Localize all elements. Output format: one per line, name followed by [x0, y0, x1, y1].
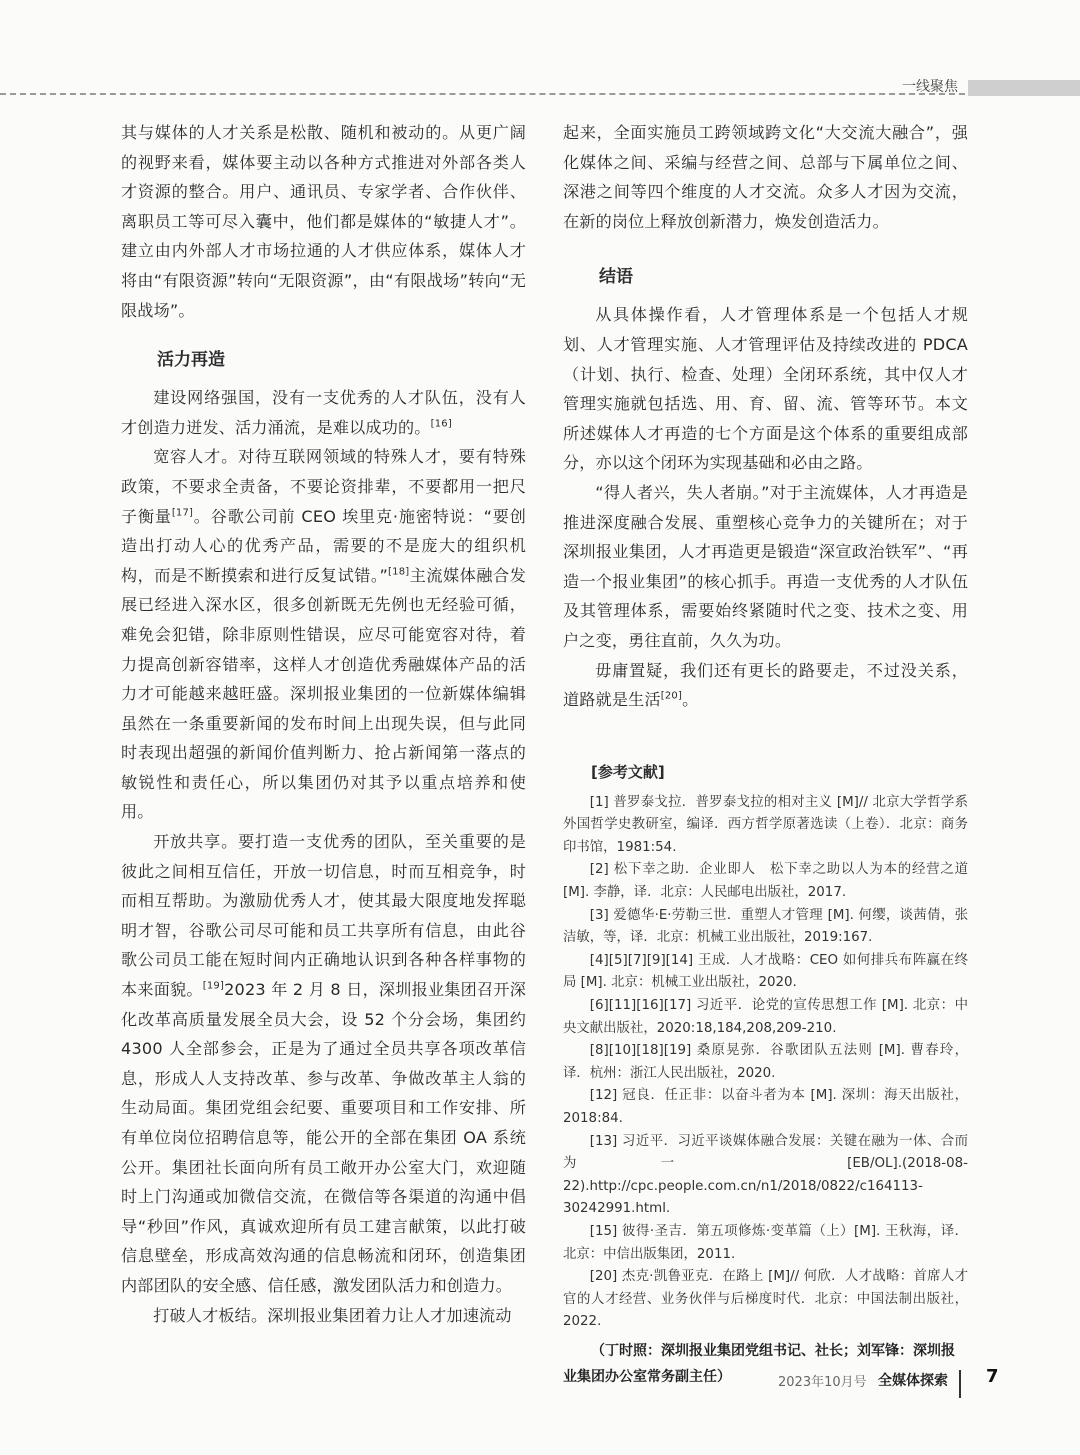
paragraph: 从具体操作看，人才管理体系是一个包括人才规划、人才管理实施、人才管理评估及持续改进的 PDCA（计划、执行、检查、处理）全闭环系统，其中仅人才管理实施就包括选、用、育、留、流、管等环节。本文所述媒体人才再造的七个方面是这个体系的重要组成部分，亦以这个闭环为实现基础和必由之路。	[563, 305, 968, 473]
citation: [16]	[430, 418, 452, 430]
reference-item: [1] 普罗泰戈拉．普罗泰戈拉的相对主义 [M]// 北京大学哲学系外国哲学史教研室，编译．西方哲学原著选读（上卷）．北京：商务印书馆，1981:54.	[563, 794, 968, 855]
references-list	[563, 792, 968, 1334]
reference-item: [15] 彼得·圣吉．第五项修炼·变革篇（上）[M]. 王秋海，译．北京：中信出版集团，2011.	[563, 1223, 968, 1262]
section-tag: 一线聚焦	[902, 79, 958, 95]
paragraph: 起来，全面实施员工跨领域跨文化“大交流大融合”，强化媒体之间、采编与经营之间、总部与下属单位之间、深港之间等四个维度的人才交流。众多人才因为交流，在新的岗位上释放创新潜力，焕发创造活力。	[563, 123, 968, 231]
paragraph: 其与媒体的人才关系是松散、随机和被动的。从更广阔的视野来看，媒体要主动以各种方式推进对外部各类人才资源的整合。用户、通讯员、专家学者、合作伙伴、离职员工等可尽入囊中，他们都是媒体的“敏捷人才”。建立由内外部人才市场拉通的人才供应体系，媒体人才将由“有限资源”转向“无限资源”，由“有限战场”转向“无限战场”。	[121, 123, 526, 320]
reference-item: [12] 冠良．任正非：以奋斗者为本 [M]. 深圳：海天出版社，2018:84.	[563, 1088, 968, 1126]
section-tag-bar	[968, 80, 1080, 96]
references-title: [参考文献]	[591, 762, 665, 781]
section-heading-conclusion: 结语	[599, 267, 633, 288]
paragraph: 打破人才板结。深圳报业集团着力让人才加速流动	[153, 1305, 512, 1325]
footer-divider	[959, 1370, 961, 1398]
footer-magazine-name: 全媒体探索	[878, 1373, 948, 1389]
reference-item: [2] 松下幸之助．企业即人 松下幸之助以人为本的经营之道 [M]. 李静，译．北京：人民邮电出版社，2017.	[563, 862, 968, 901]
reference-item: [6][11][16][17] 习近平．论党的宣传思想工作 [M]. 北京：中央文献出版社，2020:18,184,208,209-210.	[563, 998, 968, 1036]
paragraph: 毋庸置疑，我们还有更长的路要走，不过没关系，道路就是生活[20]。	[563, 660, 968, 710]
paragraph: 建设网络强国，没有一支优秀的人才队伍，没有人才创造力迸发、活力涌流，是难以成功的。[16]	[121, 388, 526, 437]
reference-item: [8][10][18][19] 桑原晃弥．谷歌团队五法则 [M]. 曹春玲，译．杭州：浙江人民出版社，2020.	[563, 1043, 968, 1081]
author-note: （丁时照：深圳报业集团党组书记、社长；刘军锋：深圳报业集团办公室常务副主任）	[563, 1342, 955, 1385]
reference-item: [4][5][7][9][14] 王成．人才战略：CEO 如何排兵布阵赢在终局 [M]. 北京：机械工业出版社，2020.	[563, 952, 968, 991]
paragraph: 开放共享。要打造一支优秀的团队，至关重要的是彼此之间相互信任，开放一切信息，时而互相竞争，时而相互帮助。为激励优秀人才，使其最大限度地发挥聪明才智，谷歌公司尽可能和员工共享所有信息，由此谷歌公司员工能在短时间内正确地认识到各种各样事物的本来面貌。[19]2023 年 2 月 8 日，深圳报业集团召开深化改革高质量发展全员大会，设 52 个分会场，集团约 4300 人全部参会，正是为了通过全员共享各项改革信息，形成人人支持改革、参与改革、争做改革主人翁的生动局面。集团党组会纪要、重要项目和工作安排、所有单位岗位招聘信息等，能公开的全部在集团 OA 系统公开。集团社长面向所有员工敞开办公室大门，欢迎随时上门沟通或加微信交流，在微信等各渠道的沟通中倡导“秒回”作风，真诚欢迎所有员工建言献策，以此打破信息壁垒，形成高效沟通的信息畅流和闭环，创造集团内部团队的安全感、信任感，激发团队活力和创造力。	[121, 832, 526, 1295]
footer-issue-date: 2023年10月号	[778, 1375, 867, 1390]
citation: [18]	[388, 566, 410, 578]
page-number: 7	[986, 1366, 999, 1387]
citation: [20]	[660, 690, 683, 702]
header-dashed-rule	[0, 93, 965, 95]
citation: [19]	[202, 980, 225, 992]
right-column	[563, 118, 968, 1390]
left-column	[121, 118, 526, 1330]
reference-item: [3] 爱德华·E·劳勒三世．重塑人才管理 [M]. 何缨，谈茜倩，张洁敏，等，译．北京：机械工业出版社，2019:167.	[563, 907, 968, 946]
citation: [17]	[171, 507, 194, 519]
reference-item: [13] 习近平．习近平谈媒体融合发展：关键在融为一体、合而为一 [EB/OL].(2018-08-22).http://cpc.people.com.cn/n1/2018/0822/c164113-30242991.html.	[563, 1133, 968, 1217]
section-heading-vitality: 活力再造	[157, 350, 225, 371]
reference-item: [20] 杰克·凯鲁亚克．在路上 [M]// 何欣．人才战略：首席人才官的人才经营、业务伙伴与后梯度时代．北京：中国法制出版社，2022.	[563, 1269, 968, 1330]
paragraph: “得人者兴，失人者崩。”对于主流媒体，人才再造是推进深度融合发展、重塑核心竞争力的关键所在；对于深圳报业集团，人才再造更是锻造“深宣政治铁军”、“再造一个报业集团”的核心抓手。再造一支优秀的人才队伍及其管理体系，需要始终紧随时代之变、技术之变、用户之变，勇往直前，久久为功。	[563, 482, 968, 650]
paragraph: 宽容人才。对待互联网领域的特殊人才，要有特殊政策，不要求全责备，不要论资排辈，不要都用一把尺子衡量[17]。谷歌公司前 CEO 埃里克·施密特说：“要创造出打动人心的优秀产品，需要的不是庞大的组织机构，而是不断摸索和进行反复试错。”[18]主流媒体融合发展已经进入深水区，很多创新既无先例也无经验可循，难免会犯错，除非原则性错误，应尽可能宽容对待，着力提高创新容错率，这样人才创造优秀融媒体产品的活力才可能越来越旺盛。深圳报业集团的一位新媒体编辑虽然在一条重要新闻的发布时间上出现失误，但与此同时表现出超强的新闻价值判断力、抢占新闻第一落点的敏锐性和责任心，所以集团仍对其予以重点培养和使用。	[121, 447, 526, 822]
